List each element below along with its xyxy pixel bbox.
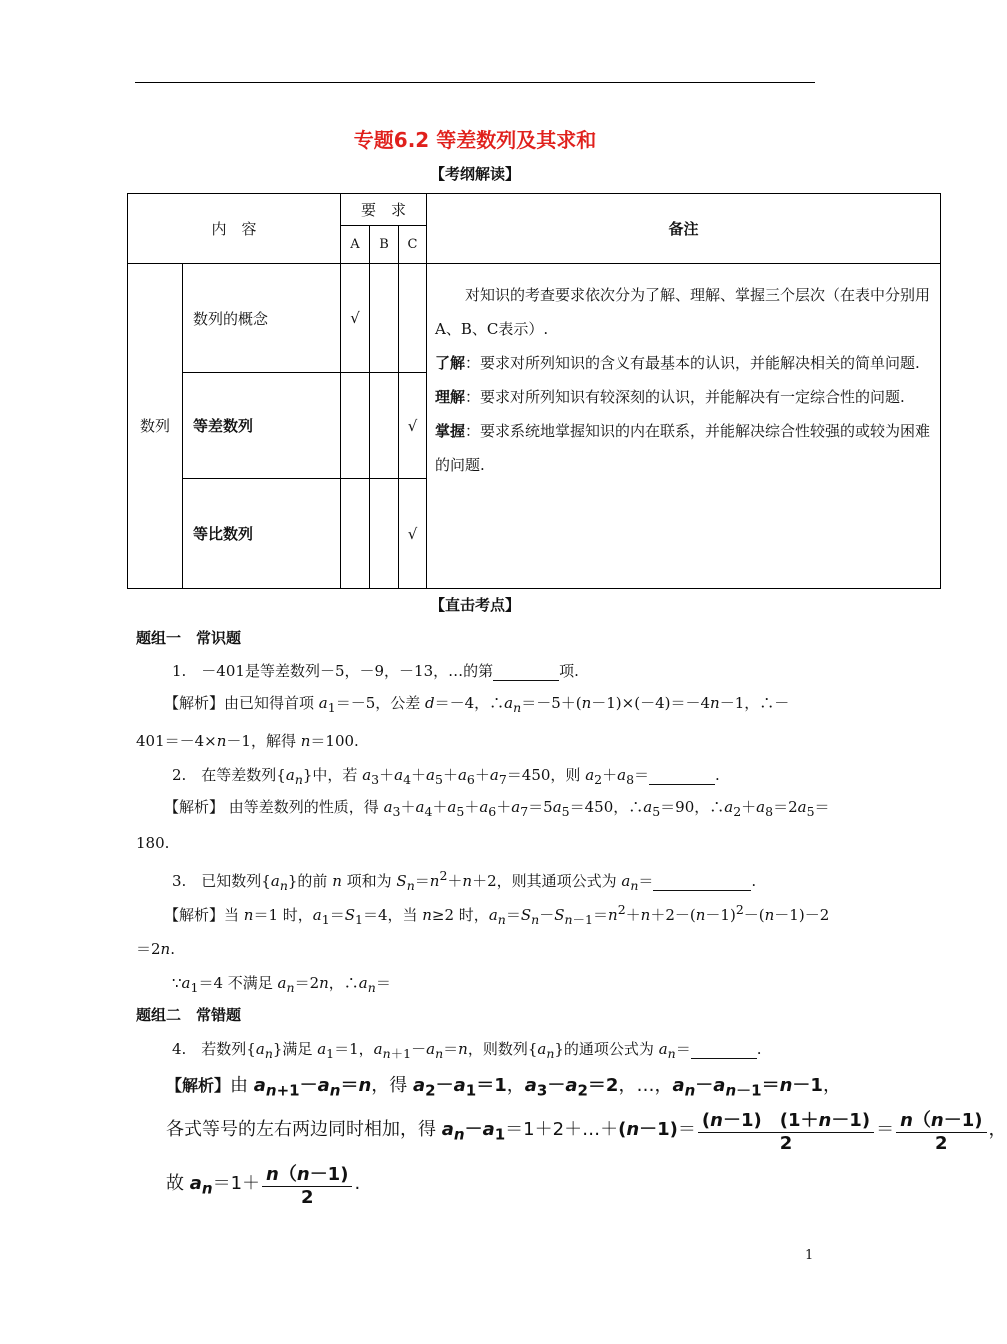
text-understand: ：要求对所列知识的含义有最基本的认识，并能解决相关的简单问题.: [465, 354, 920, 372]
label-master: 掌握: [435, 422, 466, 440]
check-mark: √: [341, 264, 370, 373]
notes-header: 备注: [427, 194, 941, 264]
header-rule: [135, 82, 815, 83]
check-mark: [341, 479, 370, 589]
fraction: $\frac{n(n-1)}{2}$: [262, 1160, 352, 1208]
solution-3-line-1: 【解析】当 n＝1 时，$a_1=S_1=4$，当 n≥2 时，$a_n=S_n-S_{n-1}=n^2+n+2-(n-1)^2-(n-1)-2$: [164, 902, 830, 927]
analysis-label: 【解析】: [164, 906, 225, 924]
content-header: 内 容: [128, 194, 341, 264]
section-heading: 【直击考点】: [429, 596, 520, 614]
fraction: $\frac{(n-1) (1+n-1)}{2}$: [698, 1106, 874, 1154]
problem-4: 4. 若数列$\{a_n\}$满足 $a_1=1$，$a_{n+1}-a_n=n$，则数列$\{a_n\}$的通项公式为 $a_n=$ .: [172, 1040, 762, 1061]
solution-3-line-2: ＝2n.: [136, 940, 175, 958]
syllabus-table: [127, 193, 941, 589]
page-title: 专题6.2 等差数列及其求和: [353, 128, 597, 152]
problem-2: 2. 在等差数列$\{a_n\}$中，若 $a_3+a_4+a_5+a_6+a_7=450$，则 $a_2+a_8=$ .: [172, 766, 720, 787]
solution-1-line-2: 401＝－4×n－1，解得 n＝100.: [136, 732, 359, 750]
notes-intro: 对知识的考查要求依次分为了解、理解、掌握三个层次（在表中分别用A、B、C表示）.: [435, 286, 931, 338]
outline-heading: 【考纲解读】: [429, 165, 520, 183]
text-comprehend: ：要求对所列知识有较深刻的认识，并能解决有一定综合性的问题.: [465, 388, 905, 406]
label-comprehend: 理解: [435, 388, 466, 406]
solution-3-line-3: $\because a_1=4$ 不满足 $a_n=2n$，$\therefore a_n=$: [172, 974, 391, 995]
check-mark: [399, 264, 427, 373]
check-mark: [341, 373, 370, 479]
fraction: $\frac{n(n-1)}{2}$: [896, 1106, 986, 1154]
problem-1: 1. －401是等差数列－5，－9，－13，…的第 项.: [172, 662, 579, 680]
solution-4-line-1: 【解析】由 $a_{n+1}-a_n=n$，得 $a_2-a_1=1$，$a_3-a_2=2$，…，$a_n-a_{n-1}=n-1$，: [166, 1075, 841, 1100]
category-cell: 数列: [128, 264, 183, 589]
row-name: 等差数列: [183, 373, 341, 479]
check-mark: [370, 479, 399, 589]
check-mark: [370, 373, 399, 479]
text-master: ：要求系统地掌握知识的内在联系，并能解决综合性较强的或较为困难的问题.: [435, 422, 931, 474]
analysis-label: 【解析】: [164, 798, 225, 816]
problem-3: 3. 已知数列$\{a_n\}$的前 n 项和为 $S_n=n^2+n+2$，则其通项公式为 $a_n=$ .: [172, 868, 757, 893]
check-mark: [370, 264, 399, 373]
solution-4-line-3: 故 $a_n=1+$ $\frac{n(n-1)}{2}$ .: [166, 1160, 360, 1208]
group-title: 题组二 常错题: [136, 1006, 242, 1024]
solution-2-line-1: 【解析】 由等差数列的性质，得 $a_3+a_4+a_5+a_6+a_7=5a_5=450$，$\therefore a_5=90$，$\therefore a_2+a_8=2a_5=$: [164, 798, 830, 819]
check-mark: √: [399, 479, 427, 589]
level-a: A: [341, 226, 370, 264]
level-b: B: [370, 226, 399, 264]
page-number: 1: [805, 1248, 814, 1263]
solution-1-line-1: 【解析】由已知得首项 $a_1=-5$，公差 d＝－4，$\therefore a_n=-5+(n-1)\times(-4)=-4n-1$，∴－: [164, 694, 790, 715]
group-title: 题组一 常识题: [136, 629, 242, 647]
solution-2-line-2: 180.: [136, 834, 170, 852]
row-name: 数列的概念: [183, 264, 341, 373]
level-c: C: [399, 226, 427, 264]
row-name: 等比数列: [183, 479, 341, 589]
notes-cell: [427, 264, 941, 589]
check-mark: √: [399, 373, 427, 479]
analysis-label: 【解析】: [166, 1076, 231, 1095]
label-understand: 了解: [435, 354, 466, 372]
solution-4-line-2: 各式等号的左右两边同时相加，得 $a_n-a_1=1+2+\dots+(n-1)=$ $\frac{(n-1) (1+n-1)}{2}$ ＝ $\frac{n(n-1)}{2}$ ，: [166, 1106, 1007, 1154]
analysis-label: 【解析】: [164, 694, 225, 712]
requirement-header: 要 求: [341, 194, 427, 226]
